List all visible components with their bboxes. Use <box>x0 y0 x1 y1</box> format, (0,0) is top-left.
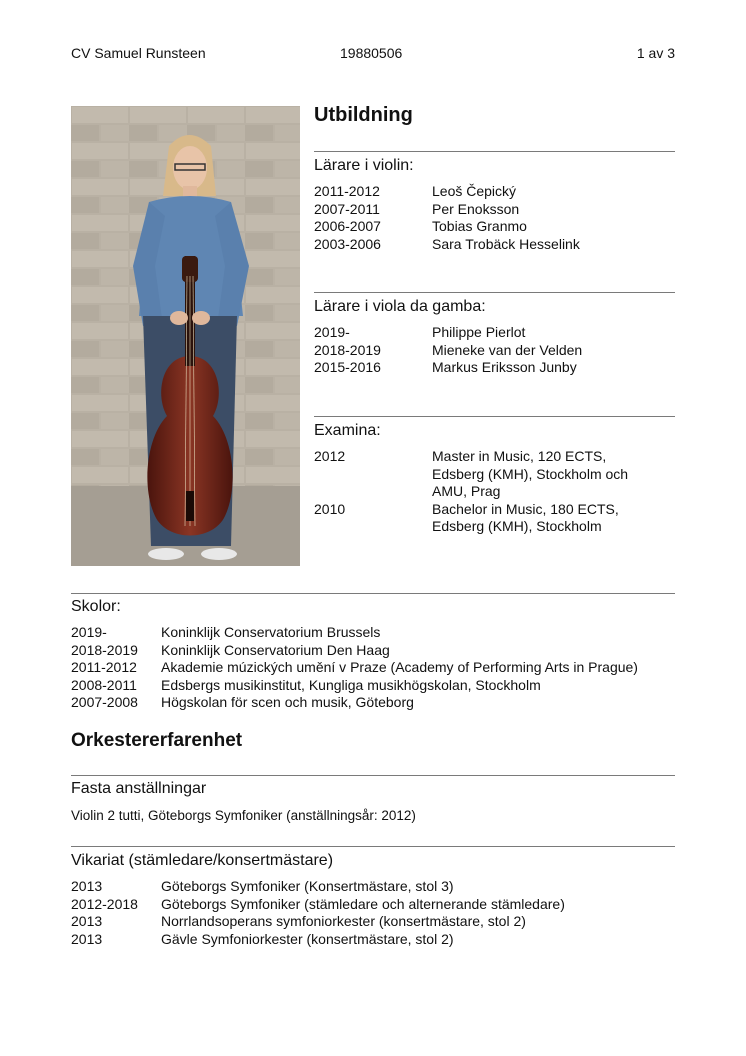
years: 2007-2011 <box>314 200 380 217</box>
subheading-violin-teachers: Lärare i violin: <box>314 157 414 174</box>
degree-line: Edsberg (KMH), Stockholm <box>432 518 602 534</box>
years: 2011-2012 <box>71 659 137 675</box>
list-item <box>71 913 675 931</box>
teacher-name: Tobias Granmo <box>432 218 527 234</box>
list-item <box>314 448 675 501</box>
years: 2011-2012 <box>314 183 380 199</box>
list-item <box>71 624 675 642</box>
portrait-photo <box>71 106 300 566</box>
years: 2012-2018 <box>71 895 138 912</box>
list-item <box>314 359 675 377</box>
header-page-number: 1 av 3 <box>636 45 675 61</box>
list-item <box>314 236 675 254</box>
schools-list <box>71 624 675 712</box>
teacher-name: Philippe Pierlot <box>432 324 526 340</box>
divider <box>71 593 675 594</box>
header-name: CV Samuel Runsteen <box>71 45 206 61</box>
subheading-gamba-teachers: Lärare i viola da gamba: <box>314 298 486 315</box>
degree-line: Edsberg (KMH), Stockholm och <box>432 465 629 482</box>
years: 2018-2019 <box>71 641 138 658</box>
violin-teachers-list <box>314 183 675 253</box>
teacher-name: Markus Eriksson Junby <box>432 359 577 375</box>
years: 2007-2008 <box>71 694 138 710</box>
school-name: Koninklijk Conservatorium Den Haag <box>161 641 390 658</box>
examina-list <box>314 448 675 536</box>
orchestra-name: Norrlandsoperans symfoniorkester (konsertmästare, stol 2) <box>161 913 526 929</box>
header-date: 19880506 <box>340 45 403 61</box>
divider <box>71 846 675 847</box>
divider <box>314 151 675 152</box>
years: 2019- <box>71 624 107 640</box>
degree-line: Master in Music, 120 ECTS, <box>432 448 607 464</box>
list-item <box>71 642 675 660</box>
orchestra-name: Göteborgs Symfoniker (stämledare och alternerande stämledare) <box>161 895 565 912</box>
divider <box>71 775 675 776</box>
school-name: Koninklijk Conservatorium Brussels <box>161 624 381 640</box>
years: 2013 <box>71 878 103 894</box>
school-name: Edsbergs musikinstitut, Kungliga musikhögskolan, Stockholm <box>161 676 541 693</box>
list-item <box>314 501 675 536</box>
divider <box>314 416 675 417</box>
degree-line: Bachelor in Music, 180 ECTS, <box>432 500 619 517</box>
subheading-skolor: Skolor: <box>71 598 121 615</box>
list-item <box>314 201 675 219</box>
years: 2019- <box>314 324 350 340</box>
subheading-examina: Examina: <box>314 422 381 439</box>
school-name: Högskolan för scen och musik, Göteborg <box>161 694 414 710</box>
years: 2003-2006 <box>314 235 381 252</box>
years: 2013 <box>71 930 103 947</box>
list-item <box>71 694 675 712</box>
list-item <box>314 324 675 342</box>
section-title-utbildning: Utbildning <box>314 104 413 126</box>
teacher-name: Leoš Čepický <box>432 183 517 199</box>
years: 2013 <box>71 913 103 929</box>
years: 2008-2011 <box>71 676 137 693</box>
list-item <box>314 218 675 236</box>
list-item <box>71 931 675 949</box>
list-item <box>71 677 675 695</box>
list-item <box>314 183 675 201</box>
list-item <box>71 896 675 914</box>
orchestra-name: Gävle Symfoniorkester (konsertmästare, stol 2) <box>161 930 454 947</box>
section-title-orkestererfarenhet: Orkestererfarenhet <box>71 730 243 751</box>
degree-line: AMU, Prag <box>432 483 501 499</box>
list-item <box>71 878 675 896</box>
divider <box>314 292 675 293</box>
year: 2010 <box>314 500 346 517</box>
school-name: Akademie múzických umění v Praze (Academy of Performing Arts in Prague) <box>161 659 638 675</box>
subheading-fasta: Fasta anställningar <box>71 780 207 797</box>
teacher-name: Per Enoksson <box>432 200 520 217</box>
years: 2018-2019 <box>314 341 381 358</box>
teacher-name: Mieneke van der Velden <box>432 341 583 358</box>
years: 2006-2007 <box>314 218 381 234</box>
gamba-teachers-list <box>314 324 675 377</box>
substitute-list <box>71 878 675 948</box>
list-item <box>71 659 675 677</box>
permanent-position: Violin 2 tutti, Göteborgs Symfoniker (anställningsår: 2012) <box>71 808 416 823</box>
teacher-name: Sara Trobäck Hesselink <box>432 235 580 252</box>
orchestra-name: Göteborgs Symfoniker (Konsertmästare, stol 3) <box>161 878 454 894</box>
subheading-vikariat: Vikariat (stämledare/konsertmästare) <box>71 852 334 869</box>
years: 2015-2016 <box>314 359 381 375</box>
year: 2012 <box>314 448 346 464</box>
list-item <box>314 342 675 360</box>
